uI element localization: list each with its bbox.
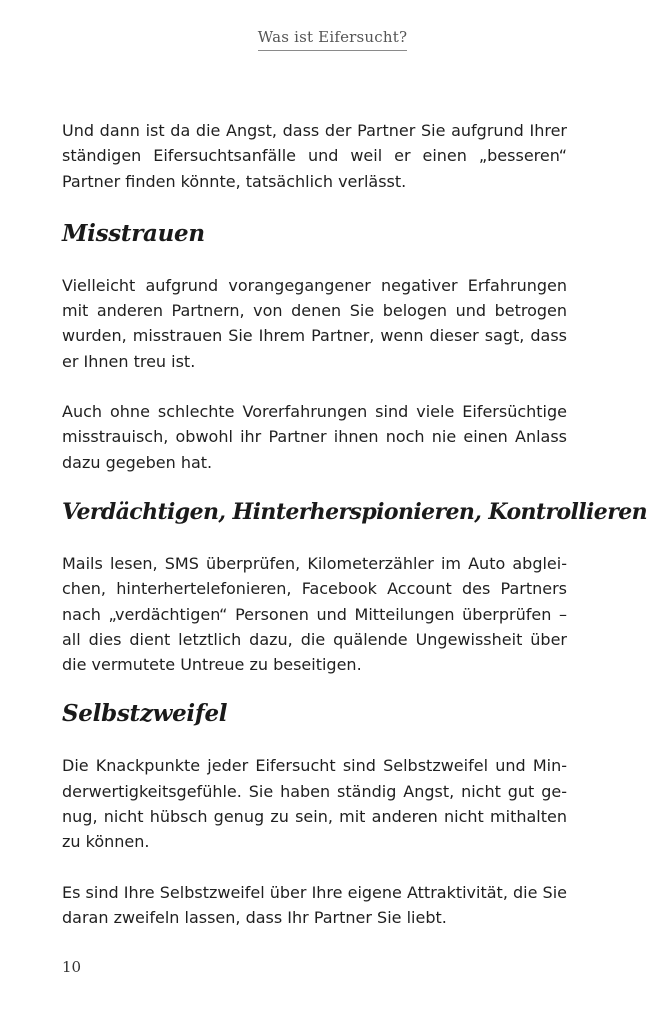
chapter-title: Was ist Eifersucht? bbox=[258, 28, 407, 51]
paragraph-selbstzweifel-2: Es sind Ihre Selbstzweifel über Ihre eigene Attraktivität, die Sie daran zweifeln lassen, dass Ihr Partner Sie liebt. bbox=[62, 882, 567, 927]
section-heading-selbstzweifel: Selbstzweifel bbox=[62, 700, 228, 728]
paragraph-kontrollieren: Mails lesen, SMS überprüfen, Kilometerzähler im Auto abgleichen, hinterhertelefonieren, Facebook Account des Partners nach „verdächtigen“ Personen und Mitteilungen überprüfen – all dies dient letztlich dazu, die quälende Ungewissheit über die vermutete Untreue zu beseitigen. bbox=[62, 553, 567, 675]
section-heading-kontrollieren: Verdächtigen, Hinterherspionieren, Kontrollieren bbox=[62, 498, 647, 525]
paragraph-intro: Und dann ist da die Angst, dass der Partner Sie aufgrund Ihrer ständigen Eifersuchtsanfälle und weil er einen „besseren“ Partner finden könnte, tatsächlich verlässt. bbox=[62, 121, 567, 191]
page-number: 10 bbox=[62, 958, 82, 976]
running-header bbox=[0, 28, 665, 51]
page-body bbox=[62, 118, 647, 930]
paragraph-misstrauen-2: Auch ohne schlechte Vorerfahrungen sind viele Eifersüchtige misstrauisch, obwohl ihr Partner ihnen noch nie einen Anlass dazu gegeben hat. bbox=[62, 402, 567, 472]
section-heading-misstrauen: Misstrauen bbox=[62, 219, 205, 247]
paragraph-selbstzweifel-1: Die Knackpunkte jeder Eifersucht sind Selbstzweifel und Minderwertigkeitsgefühle. Sie haben ständig Angst, nicht gut genug, nicht hübsch genug zu sein, mit anderen nicht mithalten zu können. bbox=[62, 756, 567, 852]
paragraph-misstrauen-1: Vielleicht aufgrund vorangegangener negativer Erfahrungen mit anderen Partnern, von denen Sie belogen und betrogen wurden, misstrauen Sie Ihrem Partner, wenn dieser sagt, dass er Ihnen treu ist. bbox=[62, 275, 567, 371]
